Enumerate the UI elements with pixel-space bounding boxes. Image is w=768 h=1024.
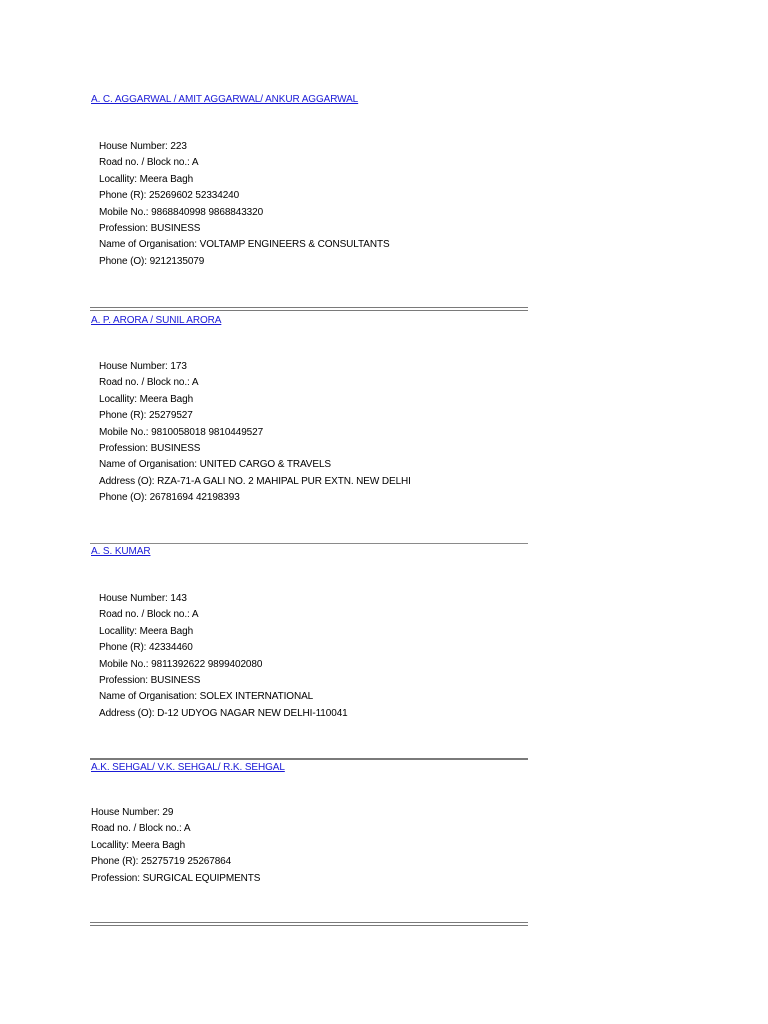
locality: Locallity: Meera Bagh <box>99 393 194 405</box>
phone-residence: Phone (R): 25279527 <box>99 410 193 422</box>
road-block: Road no. / Block no.: A <box>99 157 199 169</box>
entry-name-link[interactable]: A.K. SEHGAL/ V.K. SEHGAL/ R.K. SEHGAL <box>91 762 285 773</box>
road-block: Road no. / Block no.: A <box>99 377 199 389</box>
phone-residence: Phone (R): 42334460 <box>99 642 193 654</box>
house-number: House Number: 29 <box>91 807 174 818</box>
house-number: House Number: 173 <box>99 361 187 372</box>
phone-residence: Phone (R): 25275719 25267864 <box>91 856 232 868</box>
mobile-number: Mobile No.: 9810058018 9810449527 <box>99 426 264 438</box>
address-office: Address (O): D-12 UDYOG NAGAR NEW DELHI-110041 <box>99 707 348 719</box>
profession: Profession: BUSINESS <box>99 222 201 234</box>
entry-divider <box>90 307 528 311</box>
road-block: Road no. / Block no.: A <box>91 823 191 835</box>
entry-details <box>99 591 348 722</box>
profession: Profession: SURGICAL EQUIPMENTS <box>91 872 261 884</box>
entry-name-link[interactable]: A. C. AGGARWAL / AMIT AGGARWAL/ ANKUR AGGARWAL <box>91 94 359 105</box>
phone-office: Phone (O): 26781694 42198393 <box>99 492 240 504</box>
entry-divider <box>90 543 528 544</box>
address-office: Address (O): RZA-71-A GALI NO. 2 MAHIPAL PUR EXTN. NEW DELHI <box>99 475 411 487</box>
entry-name-link[interactable]: A. P. ARORA / SUNIL ARORA <box>91 315 222 326</box>
organisation-name: Name of Organisation: UNITED CARGO & TRAVELS <box>99 459 331 471</box>
mobile-number: Mobile No.: 9811392622 9899402080 <box>99 658 263 670</box>
locality: Locallity: Meera Bagh <box>99 173 194 185</box>
phone-residence: Phone (R): 25269602 52334240 <box>99 190 240 202</box>
locality: Locallity: Meera Bagh <box>91 839 186 851</box>
house-number: House Number: 143 <box>99 593 187 604</box>
entry-details <box>99 139 390 270</box>
entry-name-link[interactable]: A. S. KUMAR <box>91 546 151 557</box>
organisation-name: Name of Organisation: SOLEX INTERNATIONAL <box>99 691 314 703</box>
entry-divider <box>90 758 528 760</box>
organisation-name: Name of Organisation: VOLTAMP ENGINEERS & CONSULTANTS <box>99 239 390 251</box>
road-block: Road no. / Block no.: A <box>99 609 199 621</box>
profession: Profession: BUSINESS <box>99 674 201 686</box>
entry-details <box>99 359 411 507</box>
phone-office: Phone (O): 9212135079 <box>99 255 205 267</box>
house-number: House Number: 223 <box>99 141 187 152</box>
mobile-number: Mobile No.: 9868840998 9868843320 <box>99 206 264 218</box>
locality: Locallity: Meera Bagh <box>99 625 194 637</box>
entry-details <box>91 805 260 887</box>
profession: Profession: BUSINESS <box>99 442 201 454</box>
entry-divider <box>90 922 528 926</box>
